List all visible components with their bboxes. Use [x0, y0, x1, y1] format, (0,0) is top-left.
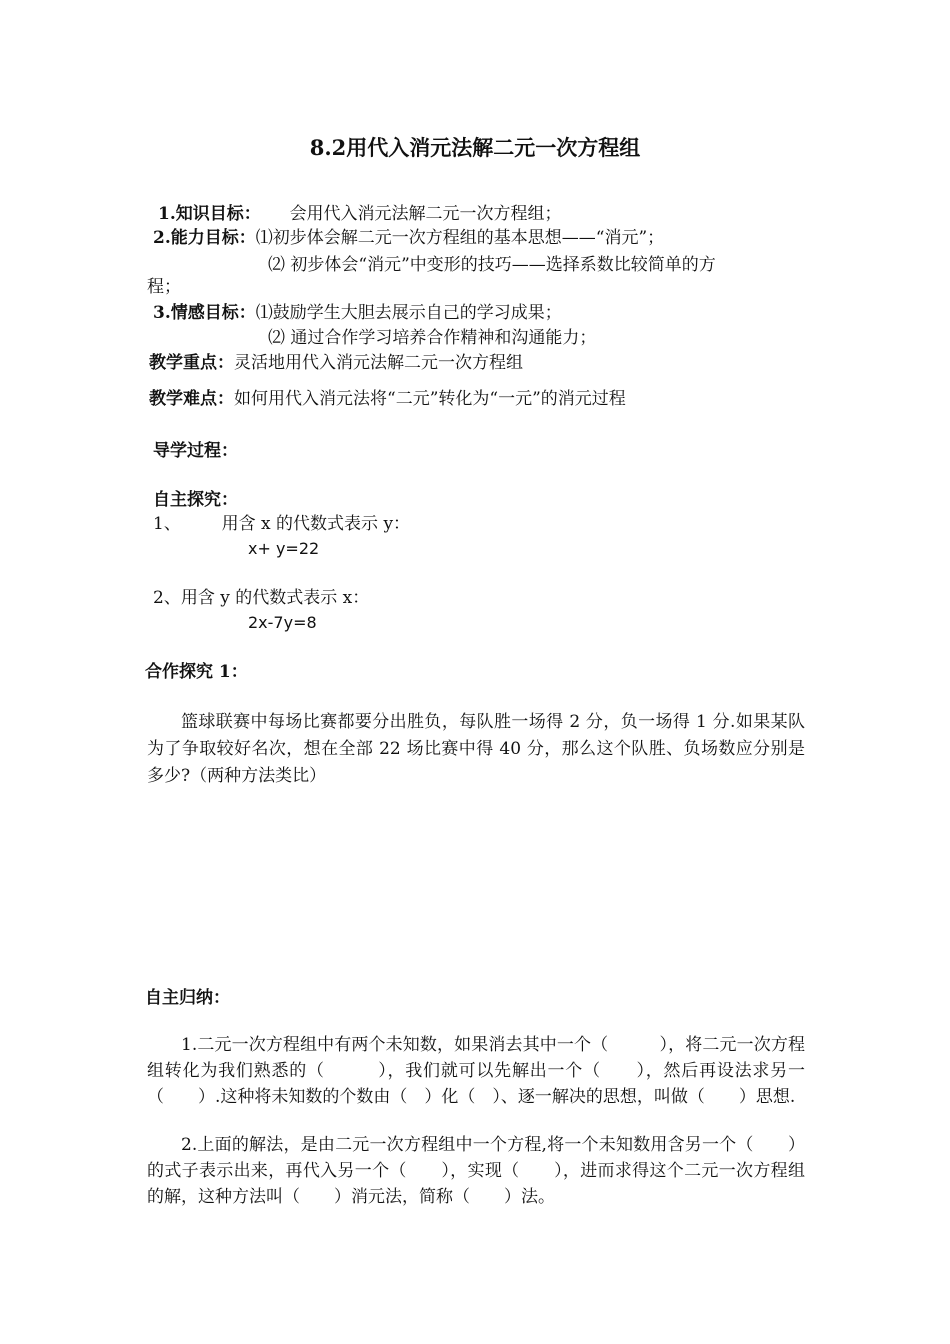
emotion-goal-line1: ⑴鼓励学生大胆去展示自己的学习成果； — [255, 303, 562, 323]
summary-paragraph-1: 1.二元一次方程组中有两个未知数，如果消去其中一个（ ），将二元一次方程组转化为我们熟悉的（ ），我们就可以先解出一个（ ），然后再设法求另一（ ）.这种将未知数的个数由（ ）化（ ）、逐一解决的思想，叫做（ ）思想. — [147, 1035, 805, 1107]
key-point — [149, 352, 523, 374]
self-explore-heading: 自主探究： — [153, 490, 238, 510]
difficulty-label: 教学难点： — [149, 389, 234, 409]
key-point-label: 教学重点： — [149, 353, 234, 373]
q1-text: 用含 x 的代数式表示 y： — [221, 514, 411, 534]
knowledge-goal-text: 会用代入消元法解二元一次方程组； — [289, 204, 562, 224]
emotion-goal — [153, 302, 562, 324]
ability-goal-line1: ⑴初步体会解二元一次方程组的基本思想——“消元”； — [255, 228, 665, 248]
coop-problem-text: 篮球联赛中每场比赛都要分出胜负，每队胜一场得 2 分，负一场得 1 分.如果某队为了争取较好名次，想在全部 22 场比赛中得 40 分，那么这个队胜、负场数应分别是多少?（两种方法类比） — [147, 712, 805, 786]
key-point-text: 灵活地用代入消元法解二元一次方程组 — [234, 353, 523, 373]
q1-number: 1、 — [153, 514, 181, 534]
q2-equation: 2x-7y=8 — [248, 613, 317, 632]
difficulty-point — [149, 388, 626, 410]
ability-goal-label: 2.能力目标： — [153, 228, 256, 248]
emotion-goal-line2: ⑵ 通过合作学习培养合作精神和沟通能力； — [268, 328, 597, 348]
self-explore-q2: 2、用含 y 的代数式表示 x： — [153, 588, 370, 608]
ability-goal-line3: 程； — [147, 277, 181, 297]
coop-heading: 合作探究 1： — [145, 662, 248, 682]
page-title: 8.2用代入消元法解二元一次方程组 — [309, 135, 641, 160]
q1-equation: x+ y=22 — [248, 539, 320, 558]
knowledge-goal-label: 1.知识目标： — [158, 204, 261, 224]
ability-goal-line2: ⑵ 初步体会“消元”中变形的技巧——选择系数比较简单的方 — [268, 255, 716, 275]
emotion-goal-label: 3.情感目标： — [153, 303, 256, 323]
summary-paragraph-2: 2.上面的解法，是由二元一次方程组中一个方程,将一个未知数用含另一个（ ）的式子表示出来，再代入另一个（ ），实现（ ），进而求得这个二元一次方程组的解，这种方法叫（ ）消元法，简称（ ）法。 — [147, 1135, 805, 1207]
difficulty-text: 如何用代入消元法将“二元”转化为“一元”的消元过程 — [234, 389, 626, 409]
process-heading: 导学过程： — [153, 441, 238, 461]
self-explore-q1 — [153, 513, 410, 535]
ability-goal — [153, 227, 664, 249]
knowledge-goal — [158, 203, 562, 225]
summary-heading: 自主归纳： — [145, 988, 230, 1008]
